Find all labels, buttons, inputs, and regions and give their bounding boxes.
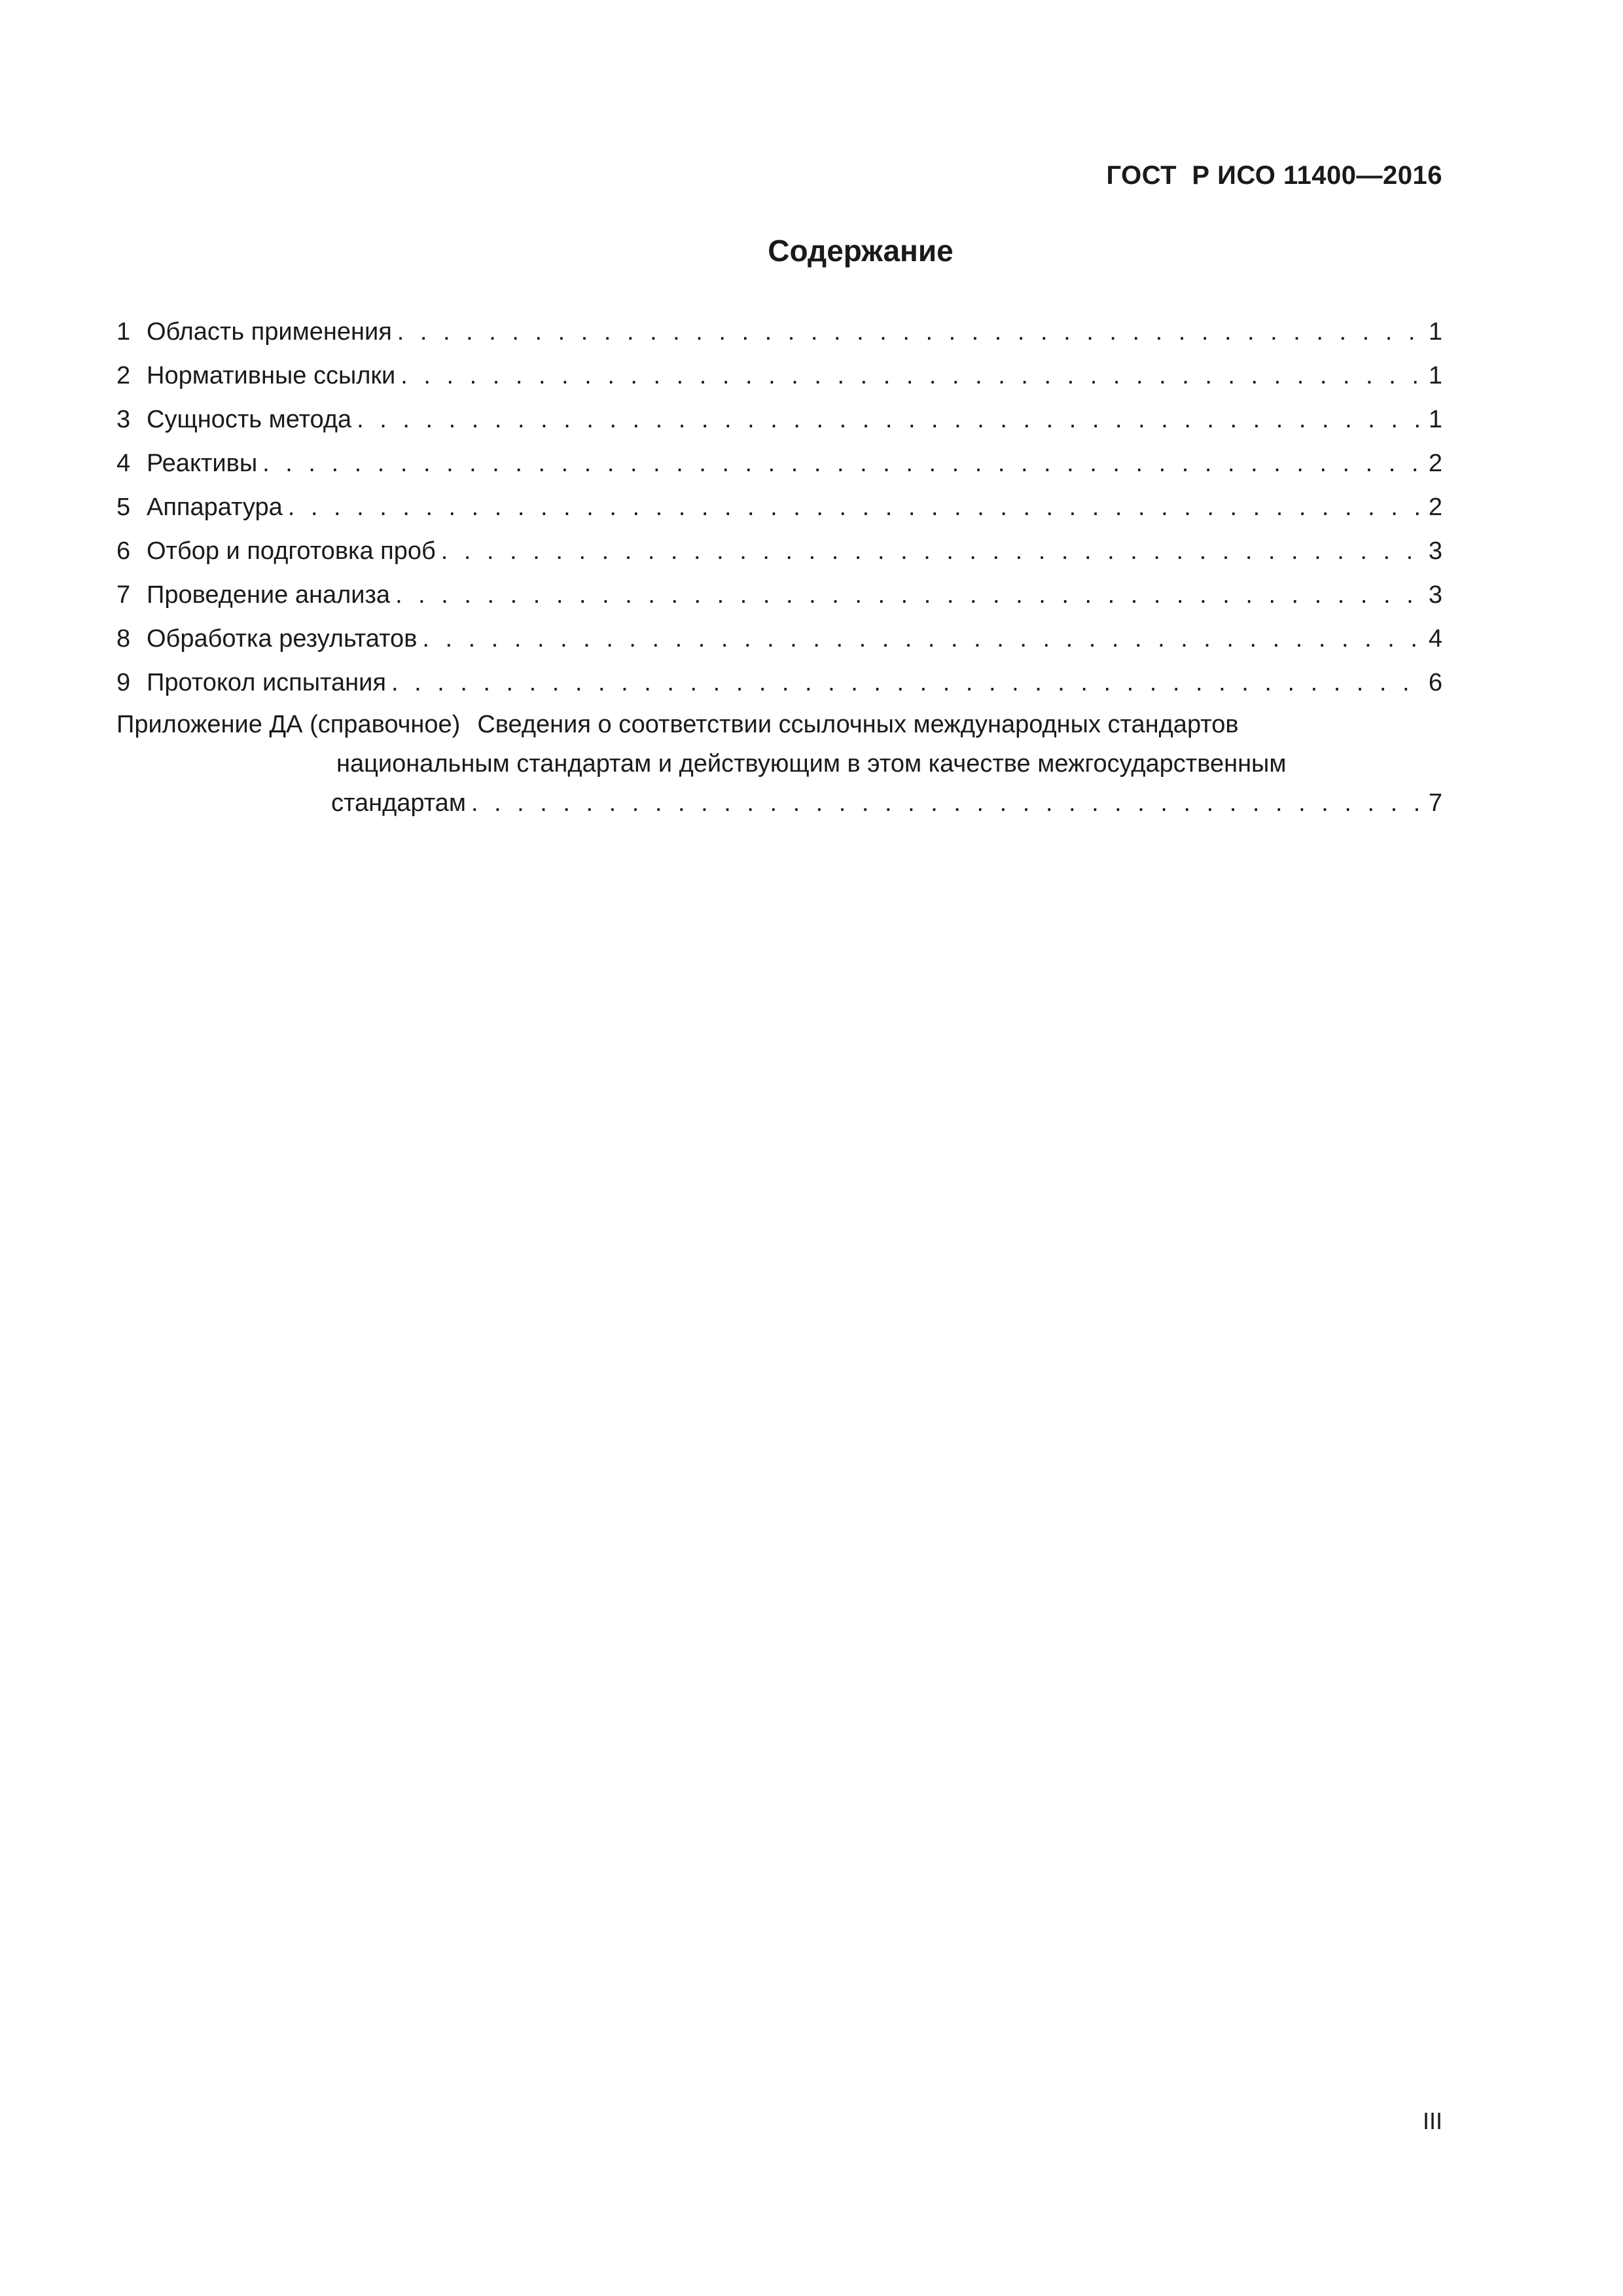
toc-entry-number: 7: [116, 581, 131, 609]
toc-entry-page: 1: [1428, 318, 1442, 346]
appendix-line-1: [116, 705, 1442, 744]
toc-entry-label: Обработка результатов: [147, 625, 418, 653]
toc-entry-label: Проведение анализа: [147, 581, 391, 609]
toc-entry[interactable]: [116, 573, 1442, 617]
toc-entry-number: 6: [116, 537, 131, 565]
toc-entry-label: Аппаратура: [147, 493, 283, 521]
appendix-title-part-1: Сведения о соответствии ссылочных международных стандартов: [477, 711, 1239, 738]
toc-entry[interactable]: [116, 486, 1442, 529]
toc-entry[interactable]: [116, 617, 1442, 661]
dot-leader: [391, 661, 1419, 705]
dot-leader: [422, 617, 1419, 661]
dot-leader: [401, 354, 1419, 398]
toc-entry-label: Область применения: [147, 318, 392, 346]
toc-entry-number: 3: [116, 406, 131, 433]
toc-entry-number: 8: [116, 625, 131, 653]
toc-entry-label: Нормативные ссылки: [147, 362, 396, 389]
toc-entry[interactable]: [116, 354, 1442, 398]
toc-entry-page: 7: [1428, 789, 1442, 817]
toc-entry-number: 5: [116, 493, 131, 521]
toc-entry-page: 2: [1428, 493, 1442, 521]
toc-entry-page: 1: [1428, 406, 1442, 433]
dot-leader: [471, 783, 1419, 823]
page-number: III: [1422, 2108, 1442, 2134]
toc-entry-page: 4: [1428, 625, 1442, 653]
toc-title: Содержание: [768, 234, 954, 268]
toc-entry-page: 2: [1428, 450, 1442, 477]
dot-leader: [262, 442, 1419, 486]
dot-leader: [357, 398, 1419, 442]
dot-leader: [288, 486, 1419, 529]
toc-entry-number: 9: [116, 669, 131, 696]
toc-entry-label: Отбор и подготовка проб: [147, 537, 436, 565]
toc-entry-label: Реактивы: [147, 450, 258, 477]
toc-entry[interactable]: [116, 529, 1442, 573]
appendix-line-3: [116, 783, 1442, 823]
toc-entry[interactable]: [116, 442, 1442, 486]
dot-leader: [397, 310, 1419, 354]
toc-entry-page: 6: [1428, 669, 1442, 696]
toc-entry-label: Сущность метода: [147, 406, 352, 433]
toc-entry-page: 3: [1428, 537, 1442, 565]
toc-entry-number: 1: [116, 318, 131, 346]
appendix-line-2: [116, 744, 1442, 783]
toc-entry[interactable]: [116, 661, 1442, 705]
toc-entry[interactable]: [116, 310, 1442, 354]
toc-entry[interactable]: [116, 398, 1442, 442]
document-code: ГОСТ Р ИСО 11400—2016: [1106, 161, 1442, 190]
appendix-title-part-2: национальным стандартам и действующим в этом качестве межгосударственным: [336, 750, 1287, 778]
toc-appendix-entry[interactable]: [116, 705, 1442, 823]
toc-entry-page: 3: [1428, 581, 1442, 609]
appendix-title-part-3: стандартам: [331, 789, 466, 817]
toc-entry-number: 2: [116, 362, 131, 389]
toc-entry-page: 1: [1428, 362, 1442, 389]
toc-entry-number: 4: [116, 450, 131, 477]
toc-entry-label: Протокол испытания: [147, 669, 386, 696]
table-of-contents: [116, 310, 1442, 823]
appendix-designation: Приложение ДА (справочное): [116, 711, 461, 738]
dot-leader: [395, 573, 1419, 617]
dot-leader: [441, 529, 1419, 573]
